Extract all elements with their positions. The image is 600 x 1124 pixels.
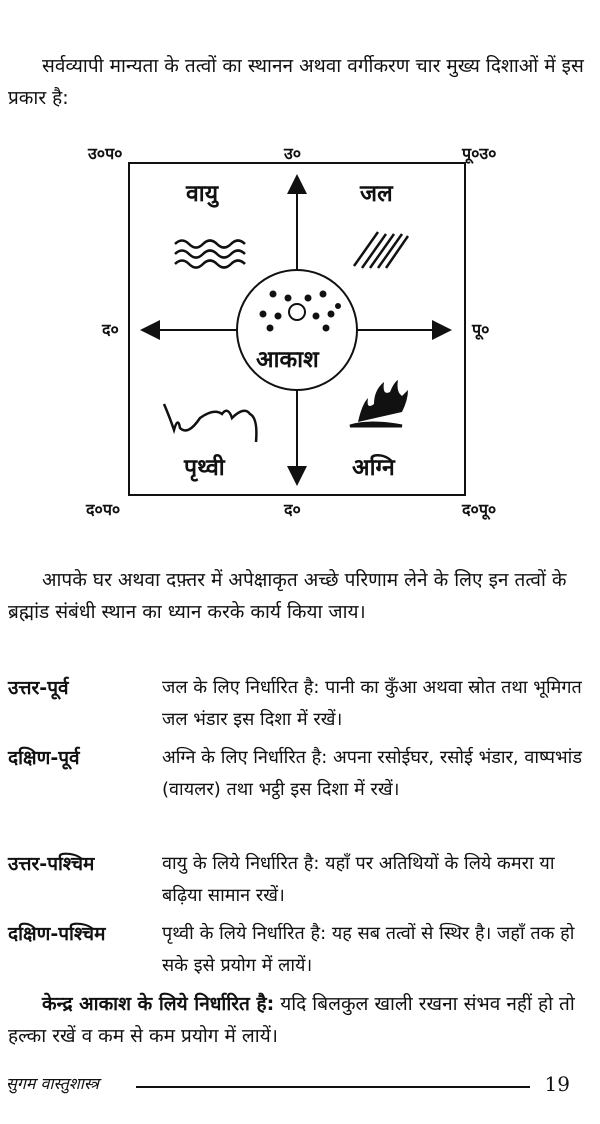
final-text: यदि बिलकुल खाली रखना संभव नहीं हो तो हल्का रखें व कम से कम प्रयोग में लायें। xyxy=(8,993,575,1047)
label-north: उ० xyxy=(284,144,302,163)
rule-direction: दक्षिण-पूर्व xyxy=(8,747,80,769)
element-water: जल xyxy=(360,181,393,207)
rule-direction: उत्तर-पूर्व xyxy=(8,677,69,699)
rule-description: अग्नि के लिए निर्धारित है: अपना रसोईघर, रसोई भंडार, वाष्पभांड (वायलर) तथा भट्ठी इस दिशा में रखें। xyxy=(162,747,582,800)
element-earth: पृथ्वी xyxy=(184,455,225,481)
final-paragraph xyxy=(8,988,590,1052)
rule-description: वायु के लिये निर्धारित है: यहाँ पर अतिथियों के लिये कमरा या बढ़िया सामान रखें। xyxy=(162,853,555,906)
label-northeast: पू०उ० xyxy=(462,144,497,163)
label-east: पू० xyxy=(472,320,490,339)
rule-direction: उत्तर-पश्चिम xyxy=(8,853,95,875)
rule-description: जल के लिए निर्धारित है: पानी का कुँआ अथवा स्रोत तथा भूमिगत जल भंडार इस दिशा में रखें। xyxy=(162,677,582,730)
guidance-paragraph: आपके घर अथवा दफ़्तर में अपेक्षाकृत अच्छे परिणाम लेने के लिए इन तत्वों के ब्रह्मांड संबंधी स्थान का ध्यान करके कार्य किया जाय। xyxy=(8,569,567,623)
label-southwest: द०प० xyxy=(86,500,121,519)
element-fire: अग्नि xyxy=(352,455,395,481)
book-title: सुगम वास्तुशास्त्र xyxy=(6,1072,103,1094)
final-heading: केन्द्र आकाश के लिये निर्धारित है: xyxy=(42,993,275,1015)
element-space: आकाश xyxy=(256,347,319,373)
label-southeast: द०पू० xyxy=(462,500,497,519)
element-air: वायु xyxy=(186,181,219,207)
vastu-diagram xyxy=(128,162,466,496)
page-number: 19 xyxy=(544,1072,570,1096)
rule-direction: दक्षिण-पश्चिम xyxy=(8,923,106,945)
rule-description: पृथ्वी के लिये निर्धारित है: यह सब तत्वों से स्थिर है। जहाँ तक हो सके इसे प्रयोग में लायें। xyxy=(162,923,575,976)
mountain-earth-icon xyxy=(164,404,256,442)
wave-air-icon xyxy=(175,241,245,268)
flame-fire-icon xyxy=(350,380,408,426)
page-footer xyxy=(6,1072,570,1100)
footer-rule xyxy=(136,1086,530,1088)
label-west: द० xyxy=(102,320,119,339)
label-south: द० xyxy=(284,500,301,519)
diagram-lines xyxy=(130,164,464,494)
rain-water-icon xyxy=(354,232,408,268)
intro-paragraph: सर्वव्यापी मान्यता के तत्वों का स्थानन अथवा वर्गीकरण चार मुख्य दिशाओं में इस प्रकार है: xyxy=(8,55,584,109)
label-northwest: उ०प० xyxy=(88,144,123,163)
